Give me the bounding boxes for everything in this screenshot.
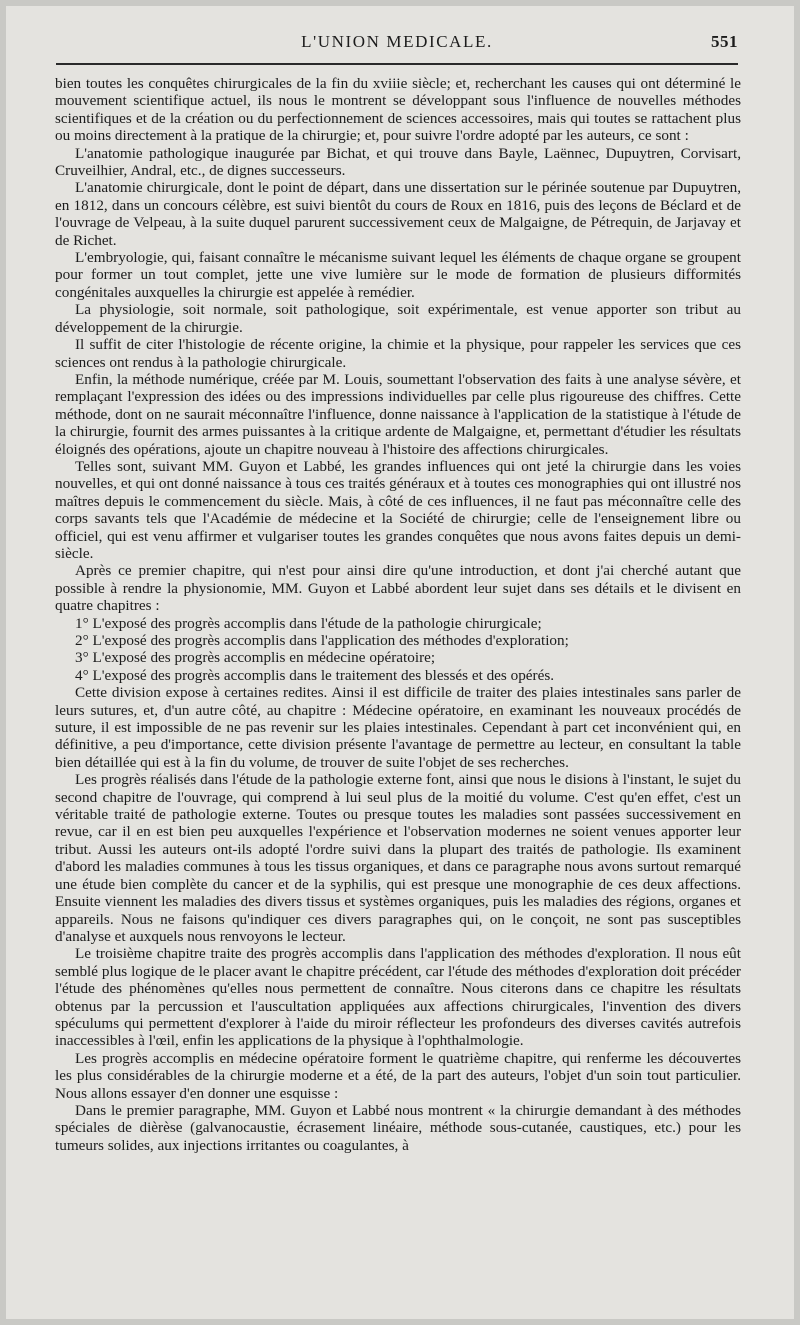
journal-page	[6, 6, 794, 1319]
paragraph: Il suffit de citer l'histologie de récente origine, la chimie et la physique, pour rappeler les services que ces sciences ont rendus à la pathologie chirurgicale.	[55, 336, 741, 371]
paragraph: L'anatomie chirurgicale, dont le point de départ, dans une dissertation sur le périnée soutenue par Dupuytren, en 1812, dans un concours célèbre, est suivi bientôt du cours de Roux en 1816, puis des leçons de Béclard et de l'ouvrage de Velpeau, à la suite duquel parurent successivement ceux de Malgaigne, de Pétrequin, de Jarjavay et de Richet.	[55, 179, 741, 249]
list-item: 2° L'exposé des progrès accomplis dans l'application des méthodes d'exploration;	[75, 632, 569, 649]
list-item: 1° L'exposé des progrès accomplis dans l'étude de la pathologie chirurgicale;	[75, 614, 542, 632]
article-body	[55, 75, 741, 1154]
paragraph: Les progrès accomplis en médecine opératoire forment le quatrième chapitre, qui renferme les découvertes les plus considérables de la chirurgie moderne et a été, de la part des auteurs, l'objet d'un soin tout particulier. Nous allons essayer d'en donner une esquisse :	[55, 1049, 741, 1102]
paragraph: Après ce premier chapitre, qui n'est pour ainsi dire qu'une introduction, et dont j'ai cherché autant que possible à rendre la physionomie, MM. Guyon et Labbé abordent leur sujet dans ses détails et le divisent en quatre chapitres :	[55, 562, 741, 615]
paragraph: Enfin, la méthode numérique, créée par M. Louis, soumettant l'observation des faits à une analyse sévère, et remplaçant l'expression des idées ou des impressions individuelles par celle plus rigoureuse des chiffres. Cette méthode, dont on ne saurait méconnaître l'influence, donne naissance à l'application de la statistique à l'étude de la chirurgie, fournit des armes puissantes à la critique ardente de Malgaigne, et, permettant d'étudier les résultats éloignés des opérations, ajoute un chapitre nouveau à l'histoire des affections chirurgicales.	[55, 370, 741, 458]
list-item: 4° L'exposé des progrès accomplis dans le traitement des blessés et des opérés.	[75, 666, 555, 684]
page-header	[56, 32, 738, 58]
paragraph: Les progrès réalisés dans l'étude de la pathologie externe font, ainsi que nous le disions à l'instant, le sujet du second chapitre de l'ouvrage, qui comprend à lui seul plus de la moitié du volume. C'est qu'en effet, c'est un véritable traité de pathologie externe. Toutes ou presque toutes les maladies sont passées successivement en revue, car il en est bien peu auxquelles l'expérience et l'observation modernes ne soient venues apporter leur tribut. Aussi les auteurs ont-ils adopté l'ordre suivi dans la plupart des traités de pathologie. Ils examinent d'abord les maladies communes à tous les tissus organiques, et dans ce paragraphe nous avons surtout remarqué une étude bien complète du cancer et de la syphilis, qui est presque une monographie de ces deux affections. Ensuite viennent les maladies des divers tissus et systèmes organiques, puis les maladies des régions, organes et appareils. Nous ne faisons qu'indiquer ces divers paragraphes qui, on le conçoit, ne sont pas susceptibles d'analyse et auxquels nous renvoyons le lecteur.	[55, 771, 741, 945]
paragraph: Cette division expose à certaines redites. Ainsi il est difficile de traiter des plaies intestinales sans parler de leurs sutures, et, d'un autre côté, au chapitre : Médecine opératoire, en examinant les nouveaux procédés de suture, il est impossible de ne pas revenir sur les plaies intestinales. Cependant à part cet inconvénient qui, en définitive, a peu d'importance, cette division présente l'avantage de permettre au lecteur, en consultant la table bien détaillée qui est à la fin du volume, de trouver de suite l'objet de ses recherches.	[55, 684, 741, 771]
header-rule	[56, 63, 738, 65]
paragraph: L'embryologie, qui, faisant connaître le mécanisme suivant lequel les éléments de chaque organe se groupent pour former un tout complet, jette une vive lumière sur le mode de formation de plusieurs difformités congénitales auxquelles la chirurgie est appelée à remédier.	[55, 249, 741, 301]
paragraph: Telles sont, suivant MM. Guyon et Labbé, les grandes influences qui ont jeté la chirurgie dans les voies nouvelles, et qui ont donné naissance à tous ces traités généraux et à toutes ces monographies qui ont illustré nos maîtres depuis le commencement du siècle. Mais, à côté de ces influences, il ne faut pas méconnaître celle des corps savants tels que l'Académie de médecine et la Société de chirurgie; celle de l'enseignement libre ou officiel, qui est venu affirmer et vulgariser toutes les grandes conquêtes que nous avons faites depuis un demi-siècle.	[55, 457, 741, 562]
running-title: L'UNION MEDICALE.	[301, 32, 493, 51]
paragraph: bien toutes les conquêtes chirurgicales de la fin du xviiie siècle; et, recherchant les causes qui ont déterminé le mouvement scientifique actuel, ils nous le montrent se développant sous l'influence de nouvelles méthodes scientifiques et de la création ou du perfectionnement de sciences accessoires, mais qui toutes se rattachent plus ou moins directement à la pratique de la chirurgie; et, pour suivre l'ordre adopté par les auteurs, ce sont :	[55, 75, 741, 145]
paragraph: Dans le premier paragraphe, MM. Guyon et Labbé nous montrent « la chirurgie demandant à des méthodes spéciales de dièrèse (galvanocaustie, écrasement linéaire, méthode sous-cutanée, caustiques, etc.) pour les tumeurs solides, aux injections irritantes ou coagulantes, à	[55, 1101, 741, 1154]
page-number: 551	[711, 32, 738, 51]
paragraph: La physiologie, soit normale, soit pathologique, soit expérimentale, est venue apporter son tribut au développement de la chirurgie.	[55, 301, 741, 336]
list-item: 3° L'exposé des progrès accomplis en médecine opératoire;	[75, 649, 436, 667]
paragraph: Le troisième chapitre traite des progrès accomplis dans l'application des méthodes d'exploration. Il nous eût semblé plus logique de le placer avant le chapitre précédent, car l'étude des méthodes d'exploration doit précéder l'étude des phénomènes qu'elles nous permettent de connaître. Nous citerons dans ce chapitre les résultats obtenus par la percussion et l'auscultation appliquées aux affections chirurgicales, l'invention des divers spéculums qui permettent d'explorer à l'aide du miroir réflecteur les profondeurs des diverses cavités autrefois inaccessibles à l'œil, enfin les applications de la physique à l'ophthalmologie.	[55, 945, 741, 1050]
paragraph: L'anatomie pathologique inaugurée par Bichat, et qui trouve dans Bayle, Laënnec, Dupuytren, Corvisart, Cruveilhier, Andral, etc., de dignes successeurs.	[55, 144, 741, 180]
